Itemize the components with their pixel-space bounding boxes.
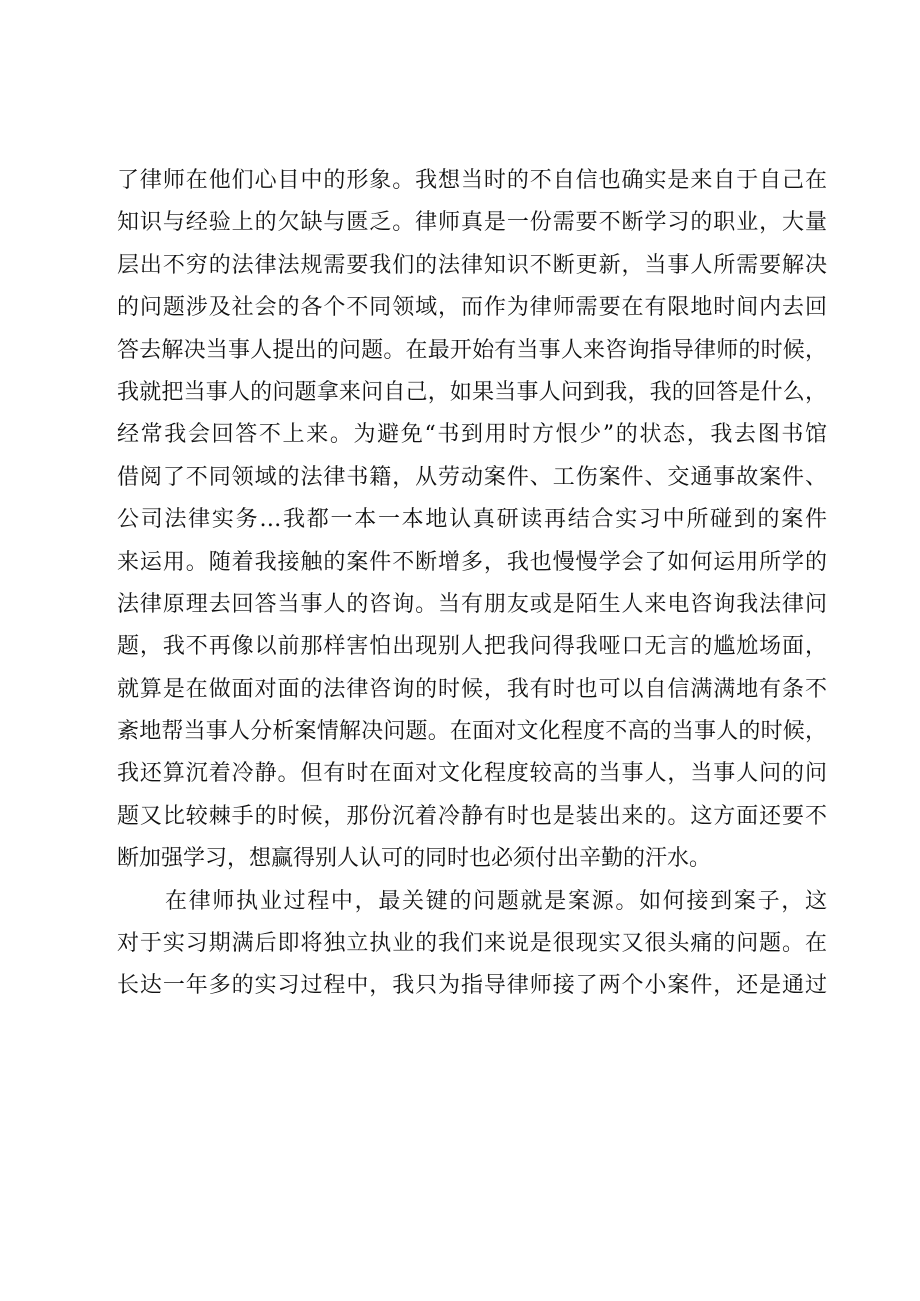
paragraph-1 xyxy=(117,160,827,881)
paragraph-2 xyxy=(117,881,827,1008)
text-line: 答去解决当事人提出的问题。在最开始有当事人来咨询指导律师的时候， xyxy=(117,337,827,363)
text-line: 题又比较棘手的时候，那份沉着冷静有时也是装出来的。这方面还要不 xyxy=(117,803,827,829)
text-line: 对于实习期满后即将独立执业的我们来说是很现实又很头痛的问题。在 xyxy=(117,931,827,957)
text-line: 长达一年多的实习过程中，我只为指导律师接了两个小案件，还是通过 xyxy=(117,973,827,999)
text-line: 的问题涉及社会的各个不同领域，而作为律师需要在有限地时间内去回 xyxy=(117,295,827,321)
text-line: 经常我会回答不上来。为避免“书到用时方恨少”的状态，我去图书馆 xyxy=(117,422,827,448)
text-line: 题，我不再像以前那样害怕出现别人把我问得我哑口无言的尴尬场面， xyxy=(117,634,827,660)
text-line: 断加强学习，想赢得别人认可的同时也必须付出辛勤的汗水。 xyxy=(117,846,712,872)
text-line: 来运用。随着我接触的案件不断增多，我也慢慢学会了如何运用所学的 xyxy=(117,549,827,575)
text-line: 借阅了不同领域的法律书籍，从劳动案件、工伤案件、交通事故案件、 xyxy=(117,464,827,490)
text-line: 我就把当事人的问题拿来问自己，如果当事人问到我，我的回答是什么， xyxy=(117,379,827,405)
text-line: 公司法律实务…我都一本一本地认真研读再结合实习中所碰到的案件 xyxy=(117,507,827,533)
text-line: 知识与经验上的欠缺与匮乏。律师真是一份需要不断学习的职业，大量 xyxy=(117,210,827,236)
text-line: 紊地帮当事人分析案情解决问题。在面对文化程度不高的当事人的时候， xyxy=(117,719,827,745)
text-line: 了律师在他们心目中的形象。我想当时的不自信也确实是来自于自己在 xyxy=(117,168,827,193)
text-line: 我还算沉着冷静。但有时在面对文化程度较高的当事人，当事人问的问 xyxy=(117,761,827,787)
text-line: 层出不穷的法律法规需要我们的法律知识不断更新，当事人所需要解决 xyxy=(117,252,827,278)
text-line: 在律师执业过程中，最关键的问题就是案源。如何接到案子，这 xyxy=(165,888,827,914)
body-text xyxy=(117,160,827,1008)
text-line: 就算是在做面对面的法律咨询的时候，我有时也可以自信满满地有条不 xyxy=(117,676,827,702)
text-line: 法律原理去回答当事人的咨询。当有朋友或是陌生人来电咨询我法律问 xyxy=(117,591,827,617)
